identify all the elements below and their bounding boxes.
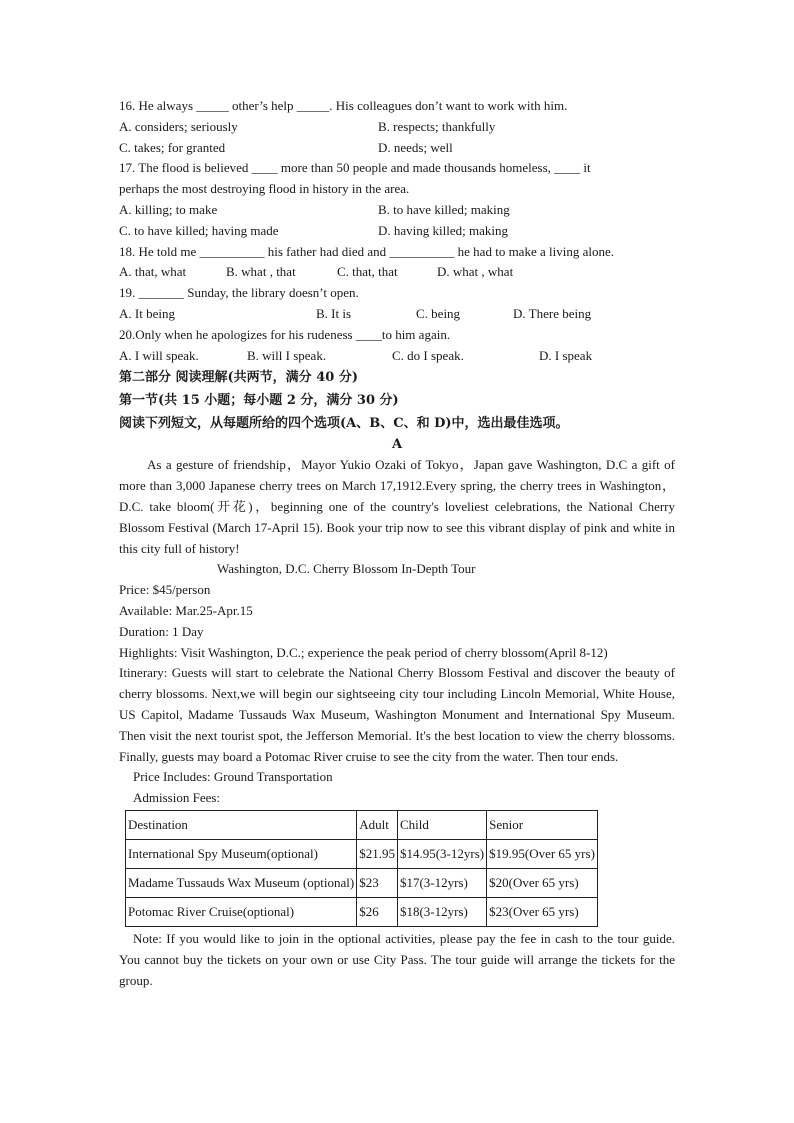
- q17-option-c: C. to have killed; having made: [119, 222, 279, 238]
- q16-option-c: C. takes; for granted: [119, 139, 226, 155]
- tour-title: Washington, D.C. Cherry Blossom In-Depth Tour: [217, 561, 476, 577]
- tour-available: Available: Mar.25-Apr.15: [119, 602, 253, 618]
- subsection-title: 第一节(共 15 小题；每小题 2 分，满分 30 分): [119, 393, 399, 409]
- q19-option-a: A. It being: [119, 305, 175, 321]
- question-17-stem-cont: perhaps the most destroying flood in history in the area.: [119, 181, 410, 197]
- price-includes: Price Includes: Ground Transportation: [133, 769, 333, 785]
- question-17-options-row2: [119, 221, 675, 242]
- q17-option-b: B. to have killed; making: [378, 201, 510, 217]
- document-page: [119, 96, 675, 991]
- reading-instructions: 阅读下列短文，从每题所给的四个选项(A、B、C、和 D)中，选出最佳选项。: [119, 416, 569, 432]
- table-cell-adult: $26: [357, 897, 398, 926]
- q18-option-a: A. that, what: [119, 264, 187, 280]
- passage-letter: A: [391, 437, 403, 453]
- question-16-options-row2: [119, 138, 675, 159]
- table-cell-child: $17(3-12yrs): [397, 868, 486, 897]
- table-cell-adult: $21.95: [357, 839, 398, 868]
- table-cell-child: $14.95(3-12yrs): [397, 839, 486, 868]
- table-header-senior: Senior: [487, 810, 598, 839]
- question-16-stem: 16. He always _____ other’s help _____. His colleagues don’t want to work with him.: [119, 98, 568, 113]
- table-row: [126, 839, 598, 868]
- q18-option-c: C. that, that: [337, 264, 398, 280]
- q18-option-b: B. what , that: [226, 264, 296, 280]
- q18-option-d: D. what , what: [437, 264, 514, 280]
- question-19-options: [119, 304, 675, 325]
- table-header-row: [126, 810, 598, 839]
- tour-price: Price: $45/person: [119, 582, 211, 598]
- question-18-options: [119, 262, 675, 283]
- question-16-options-row1: [119, 117, 675, 138]
- passage-note: Note: If you would like to join in the optional activities, please pay the fee in cash to the tour guide. You cannot buy the tickets on your own or use City Pass. The tour guide will arrange the tickets for the group.: [119, 930, 675, 988]
- q19-option-b: B. It is: [316, 305, 352, 321]
- q17-option-a: A. killing; to make: [119, 201, 218, 217]
- table-cell-destination: Madame Tussauds Wax Museum (optional): [126, 868, 357, 897]
- table-cell-senior: $23(Over 65 yrs): [487, 897, 598, 926]
- table-cell-child: $18(3-12yrs): [397, 897, 486, 926]
- table-row: [126, 868, 598, 897]
- q20-option-c: C. do I speak.: [392, 347, 464, 363]
- question-17-stem: 17. The flood is believed ____ more than 50 people and made thousands homeless, ____ it: [119, 160, 591, 176]
- admission-fees-label: Admission Fees:: [133, 790, 221, 806]
- table-cell-adult: $23: [357, 868, 398, 897]
- tour-duration: Duration: 1 Day: [119, 623, 204, 639]
- table-cell-senior: $19.95(Over 65 yrs): [487, 839, 598, 868]
- table-cell-destination: International Spy Museum(optional): [126, 839, 357, 868]
- question-18-stem: 18. He told me __________ his father had died and __________ he had to make a living alone.: [119, 243, 614, 259]
- tour-itinerary: Itinerary: Guests will start to celebrate the National Cherry Blossom Festival and discover the beauty of cherry blossoms. Next,we will begin our sightseeing city tour including Lincoln Memorial, White House, US Capitol, Madame Tussauds Wax Museum, Washington Monument and International Spy Museum. Then visit the next tourist spot, the Jefferson Memorial. It's the best location to view the cherry blossoms. Finally, guests may board a Potomac River cruise to see the city from the water. Then tour ends.: [119, 665, 675, 764]
- table-row: [126, 897, 598, 926]
- q16-option-a: A. considers; seriously: [119, 118, 238, 134]
- q20-option-b: B. will I speak.: [247, 347, 327, 363]
- table-cell-senior: $20(Over 65 yrs): [487, 868, 598, 897]
- table-cell-destination: Potomac River Cruise(optional): [126, 897, 357, 926]
- q20-option-d: D. I speak: [539, 347, 593, 363]
- question-20-options: [119, 346, 675, 367]
- q17-option-d: D. having killed; making: [378, 222, 508, 238]
- table-header-child: Child: [397, 810, 486, 839]
- q16-option-b: B. respects; thankfully: [378, 118, 496, 134]
- admission-fees-table: [125, 810, 598, 927]
- passage-intro: As a gesture of friendship，Mayor Yukio Ozaki of Tokyo，Japan gave Washington, D.C a gift of more than 3,000 Japanese cherry trees on March 17,1912.Every spring, the cherry trees in Washington，D.C. take bloom(开花)，beginning one of the country's loveliest celebrations, the National Cherry Blossom Festival (March 17-April 15). Book your trip now to see this vibrant display of pink and white in this city full of history!: [119, 457, 675, 556]
- q16-option-d: D. needs; well: [378, 139, 453, 155]
- question-19-stem: 19. _______ Sunday, the library doesn’t open.: [119, 285, 359, 301]
- question-20-stem: 20.Only when he apologizes for his rudeness ____to him again.: [119, 326, 451, 342]
- question-17-options-row1: [119, 200, 675, 221]
- q20-option-a: A. I will speak.: [119, 347, 199, 363]
- q19-option-d: D. There being: [513, 305, 592, 321]
- part-two-title: 第二部分 阅读理解(共两节，满分 40 分): [119, 370, 358, 386]
- q19-option-c: C. being: [416, 305, 461, 321]
- table-header-adult: Adult: [357, 810, 398, 839]
- tour-highlights: Highlights: Visit Washington, D.C.; experience the peak period of cherry blossom(April 8-12): [119, 644, 608, 660]
- table-header-destination: Destination: [126, 810, 357, 839]
